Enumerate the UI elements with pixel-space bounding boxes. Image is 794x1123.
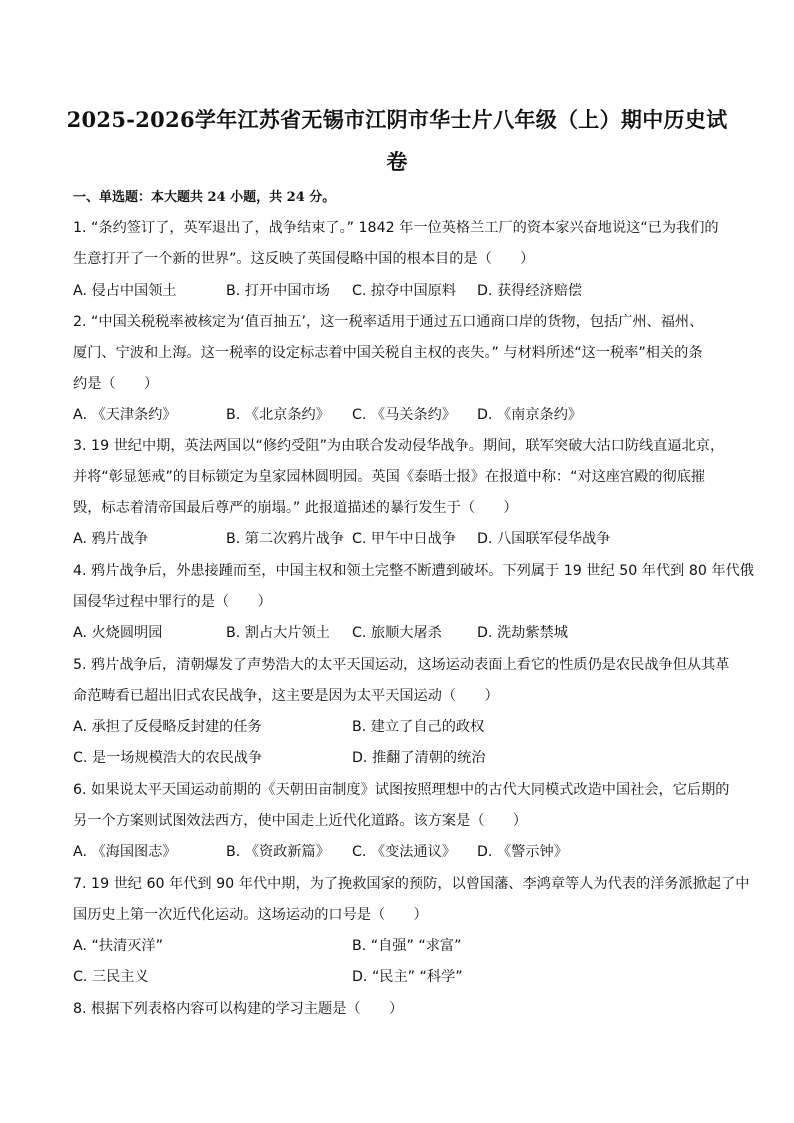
question-8-text: 8. 根据下列表格内容可以构建的学习主题是（ ） [73, 1001, 404, 1017]
question-1-option-c: C. 掠夺中国原料 [352, 283, 457, 299]
question-6-text: 另一个方案则试图效法西方，使中国走上近代化道路。该方案是（ ） [73, 813, 528, 829]
question-3-option-b: B. 第二次鸦片战争 [226, 531, 345, 547]
question-5-option-a: A. 承担了反侵略反封建的任务 [73, 719, 262, 735]
question-3-option-c: C. 甲午中日战争 [352, 531, 457, 547]
question-2-option-c: C. 《马关条约》 [352, 407, 457, 423]
question-3-text: 并将“彰显惩戒”的目标锁定为皇家园林圆明园。英国《泰晤士报》在报道中称：“对这座宫殿的彻底摧 [73, 469, 706, 485]
question-4-option-b: B. 割占大片领土 [226, 625, 330, 641]
question-3-text: 3. 19 世纪中期，英法两国以“修约受阻”为由联合发动侵华战争。期间，联军突破大沽口防线直逼北京， [73, 438, 725, 454]
question-6-option-c: C. 《变法通议》 [352, 844, 457, 860]
question-5-option-c: C. 是一场规模浩大的农民战争 [73, 750, 263, 766]
question-4-text: 国侵华过程中罪行的是（ ） [73, 594, 272, 610]
question-2-text: 约是（ ） [73, 376, 159, 392]
question-2-option-d: D. 《南京条约》 [477, 407, 583, 423]
question-5-text: 命范畴看已超出旧式农民战争，这主要是因为太平天国运动（ ） [73, 688, 499, 704]
question-6-option-a: A. 《海国图志》 [73, 844, 177, 860]
question-7-option-d: D. “民主” “科学” [352, 969, 463, 985]
page-title: 2025-2026学年江苏省无锡市江阴市华士片八年级（上）期中历史试 [66, 107, 728, 132]
question-2-text: 2. “中国关税税率被核定为‘值百抽五’，这一税率适用于通过五口通商口岸的货物，包括广州、福州、 [73, 314, 704, 330]
question-1-option-a: A. 侵占中国领土 [73, 283, 177, 299]
question-7-option-b: B. “自强” “求富” [352, 938, 462, 954]
question-3-option-d: D. 八国联军侵华战争 [477, 531, 611, 547]
question-6-option-b: B. 《资政新篇》 [226, 844, 330, 860]
question-1-option-b: B. 打开中国市场 [226, 283, 330, 299]
question-7-text: 国历史上第一次近代化运动。这场运动的口号是（ ） [73, 907, 428, 923]
question-4-option-d: D. 洗劫紫禁城 [477, 625, 568, 641]
question-7-option-a: A. “扶清灭洋” [73, 938, 163, 954]
question-3-text: 毁，标志着清帝国最后尊严的崩塌。” 此报道描述的暴行发生于（ ） [73, 500, 518, 516]
question-7-text: 7. 19 世纪 60 年代到 90 年代中期，为了挽救国家的预防，以曾国藩、李鸿章等人为代表的洋务派掀起了中 [73, 876, 750, 892]
question-5-text: 5. 鸦片战争后，清朝爆发了声势浩大的太平天国运动，这场运动表面上看它的性质仍是农民战争但从其革 [73, 657, 730, 673]
question-1-text: 生意打开了一个新的世界”。这反映了英国侵略中国的根本目的是（ ） [73, 251, 535, 267]
question-7-option-c: C. 三民主义 [73, 969, 149, 985]
section-heading: 一、单选题：本大题共 24 小题，共 24 分。 [73, 190, 336, 205]
question-1-option-d: D. 获得经济赔偿 [477, 283, 583, 299]
question-2-text: 厦门、宁波和上海。这一税率的设定标志着中国关税自主权的丧失。” 与材料所述“这一税率”相关的条 [73, 345, 703, 361]
question-5-option-b: B. 建立了自己的政权 [352, 719, 485, 735]
question-3-option-a: A. 鸦片战争 [73, 531, 149, 547]
question-2-option-b: B. 《北京条约》 [226, 407, 330, 423]
question-4-text: 4. 鸦片战争后，外患接踵而至，中国主权和领土完整不断遭到破坏。下列属于 19 世纪 50 年代到 80 年代俄 [73, 563, 754, 579]
question-4-option-a: A. 火烧圆明园 [73, 625, 163, 641]
question-6-text: 6. 如果说太平天国运动前期的《天朝田亩制度》试图按照理想中的古代大同模式改造中国社会，它后期的 [73, 782, 730, 798]
question-2-option-a: A. 《天津条约》 [73, 407, 177, 423]
question-5-option-d: D. 推翻了清朝的统治 [352, 750, 486, 766]
page-title-continued: 卷 [386, 149, 408, 174]
question-4-option-c: C. 旅顺大屠杀 [352, 625, 442, 641]
question-1-text: 1. “条约签订了，英军退出了，战争结束了。” 1842 年一位英格兰工厂的资本家兴奋地说这“已为我们的 [73, 220, 719, 236]
question-6-option-d: D. 《警示钟》 [477, 844, 568, 860]
